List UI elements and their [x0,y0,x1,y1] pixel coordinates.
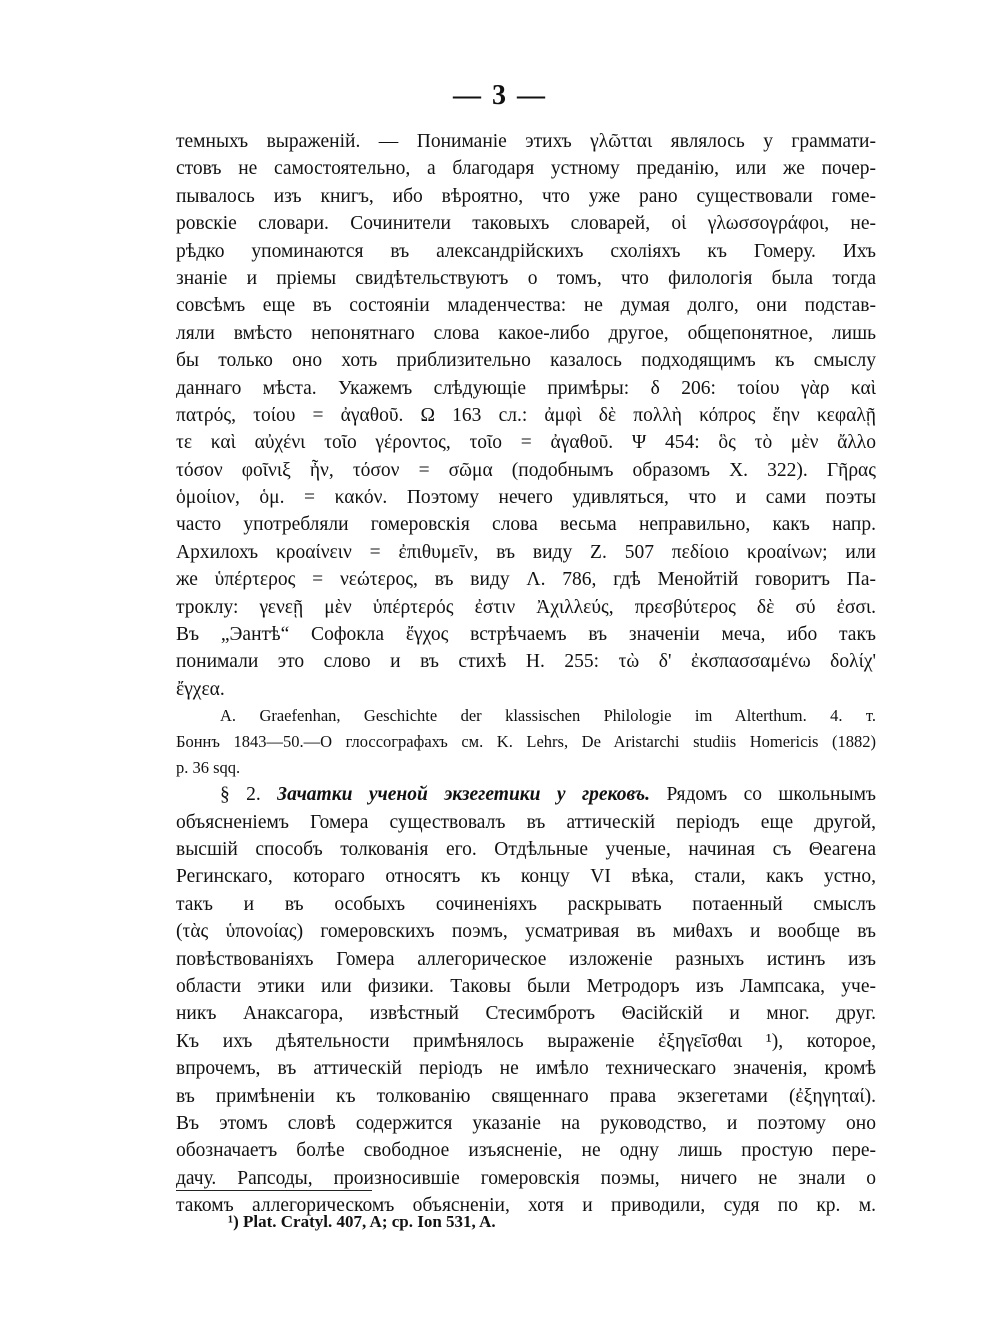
reference-line: A. Graefenhan, Geschichte der klassischen Philologie im Alterthum. 4. т. [220,706,876,726]
section-line: Регинскаго, котораго относятъ къ концу VI вѣка, стали, какъ устно, [176,866,876,888]
reference-line: Боннъ 1843—50.—О глоссографахъ см. K. Lehrs, De Aristarchi studiis Homericis (1882) [176,732,876,752]
section-line: впрочемъ, въ аттическій періодъ не имѣло техническаго значенія, кромѣ [176,1058,876,1080]
section-line: области этики или физики. Таковы были Метродоръ изъ Лампсака, уче- [176,975,876,997]
section-line: Рядомъ со школьнымъ [666,784,876,806]
body-line: πατρός, τοίου = ἀγαθοῦ. Ω 163 сл.: ἀμφὶ δὲ πολλὴ κόπρος ἔην κεφαλῇ [176,404,876,426]
section-line: обозначаетъ болѣе свободное изъясненіе, не одну лишь простую пере- [176,1140,876,1162]
body-line: стовъ не самостоятельно, а благодаря устному преданію, или же почер- [176,158,876,180]
section-line: высшій способъ толкованія его. Отдѣльные ученые, начиная съ Θеагена [176,838,876,860]
section-line: (τὰς ὑπονοίας) гомеровскихъ поэмъ, усматривая въ миθахъ и вообще въ [176,921,876,943]
section-number: § 2. [220,784,261,806]
body-line: понимали это слово и въ стихѣ Η. 255: τὼ δ' ἐκσπασσαμένω δολίχ' [176,651,876,673]
section-line: въ примѣненіи къ толкованію священнаго права экзегетами (ἐξηγηταί). [176,1085,876,1107]
body-line: же ὑπέρτερος = νεώτερος, въ виду Λ. 786, гдѣ Менойтій говоритъ Па- [176,569,876,591]
body-line: ἔγχεα. [176,678,225,700]
body-line: ровскіе словари. Сочинители таковыхъ словарей, οἱ γλωσσογράφοι, не- [176,213,876,235]
section-line: такомъ аллегорическомъ объясненіи, хотя и приводили, судя по кр. м. [176,1195,876,1217]
footnote: ¹) Plat. Cratyl. 407, A; cp. Ion 531, A. [228,1212,496,1231]
body-line: часто употребляли гомеровскія слова весьма неправильно, какъ напр. [176,514,876,536]
section-title: Зачатки ученой экзегетики у грековъ. [277,784,651,806]
body-line: даннаго мѣста. Укажемъ слѣдующіе примѣры: δ 206: τοίου γὰρ καὶ [176,377,876,399]
body-line: Въ „Эантѣ“ Софокла ἔγχος встрѣчаемъ въ значеніи меча, ибо такъ [176,624,876,646]
section-line: такъ и въ особыхъ сочиненіяхъ раскрывать потаенный смыслъ [176,893,876,915]
body-line: ὁμοίιον, ὁμ. = κακόν. Поэтому нечего удивляться, что и сами поэты [176,487,876,509]
footnote-divider [176,1190,372,1191]
body-line: бы только оно хоть приблизительно казалось подходящимъ къ смыслу [176,350,876,372]
section-line: дачу. Рапсоды, произносившіе гомеровскія поэмы, ничего не знали о [176,1167,876,1189]
section-line: никъ Анаксагора, извѣстный Стесимбротъ Θасійскій и мног. друг. [176,1003,876,1025]
section-heading-line [176,781,876,808]
body-line: темныхъ выраженій. — Пониманіе этихъ γλῶτται являлось у граммати- [176,131,876,152]
body-line: Архилохъ κροαίνειν = ἐπιθυμεῖν, въ виду Ζ. 507 πεδίοιο κροαίνων; или [176,541,876,563]
section-line: Къ ихъ дѣятельности примѣнялось выраженіе ἐξηγεῖσθαι ¹), которое, [176,1030,876,1052]
section-line: повѣствованіяхъ Гомера аллегорическое изложеніе разныхъ истинъ изъ [176,948,876,970]
body-line: τε καὶ αὐχένι τοῖο γέροντος, τοῖο = ἀγαθοῦ. Ψ 454: ὃς τὸ μὲν ἄλλο [176,432,876,454]
reference-line: p. 36 sqq. [176,758,241,778]
body-line: троклу: γενεῇ μὲν ὑπέρτερός ἐστιν Ἀχιλλεύς, πρεσβύτερος δὲ σύ ἐσσι. [176,596,876,618]
body-line: знаніе и пріемы свидѣтельствуютъ о томъ, что филологія была тогда [176,267,876,289]
main-text-block [176,128,876,1219]
body-line: пывалось изъ книгъ, ибо вѣроятно, что уже рано существовали гоме- [176,185,876,207]
body-line: ляли вмѣсто непонятнаго слова какое-либо другое, общепонятное, лишь [176,322,876,344]
body-line: τόσον φοῖνιξ ἦν, τόσον = σῶμα (подобнымъ образомъ Χ. 322). Γῆρας [176,459,876,481]
page-number: — 3 — [453,80,547,111]
section-line: Въ этомъ словѣ содержится указаніе на руководство, и поэтому оно [176,1112,876,1134]
section-line: объясненіемъ Гомера существовалъ въ аттическій періодъ еще другой, [176,811,876,833]
body-line: рѣдко упоминаются въ александрійскихъ схоліяхъ къ Гомеру. Ихъ [176,240,876,262]
body-line: совсѣмъ еще въ состояніи младенчества: не думая долго, они подстав- [176,295,876,317]
